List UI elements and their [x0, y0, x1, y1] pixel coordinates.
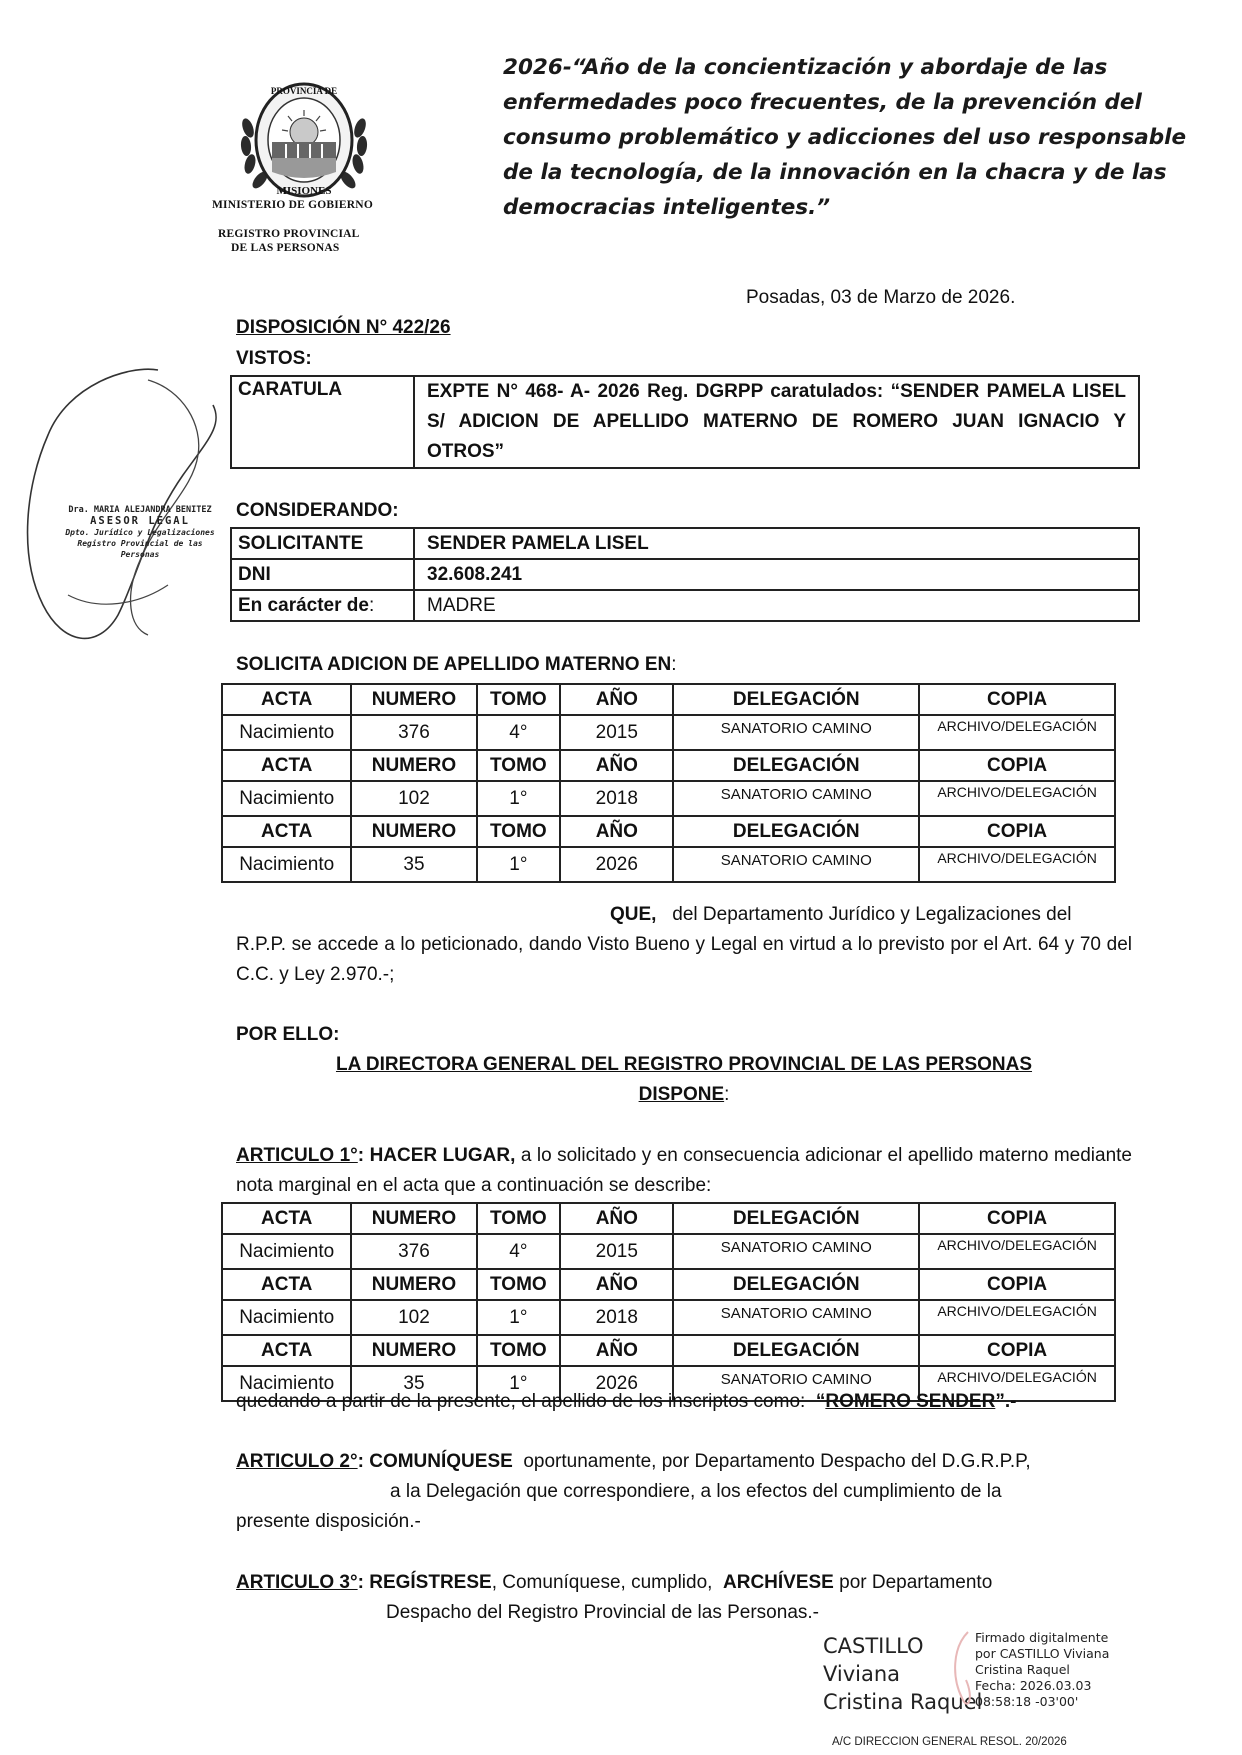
place-date: Posadas, 03 de Marzo de 2026. — [746, 287, 1016, 308]
signature-meta4: Fecha: 2026.03.03 — [975, 1678, 1092, 1693]
stamp-line1: Dra. MARIA ALEJANDRA BENITEZ — [68, 505, 212, 515]
cell-numero: 102 — [351, 781, 476, 816]
caracter-colon: : — [368, 594, 375, 616]
dispone-heading: DISPONE: — [638, 1084, 730, 1105]
que-text-rest: R.P.P. se accede a lo peticionado, dando Visto Bueno y Legal en virtud a lo previsto por el Art. 64 y 70 del C.C. y Ley 2.970.-; — [236, 934, 1132, 985]
solicitante-value: SENDER PAMELA LISEL — [414, 528, 1139, 559]
caracter-label-cell — [231, 590, 414, 621]
solicita-label: SOLICITA ADICION DE APELLIDO MATERNO EN — [236, 654, 672, 675]
articulo-1-action: HACER LUGAR, — [369, 1145, 516, 1166]
articulo-3-action1: REGÍSTRESE — [369, 1572, 492, 1593]
cell-delegacion: SANATORIO CAMINO — [673, 1366, 919, 1401]
articulo-3-tail: por Departamento — [833, 1572, 993, 1593]
caratula-table — [230, 375, 1140, 469]
header-tomo: TOMO — [477, 684, 561, 715]
solicitante-label: SOLICITANTE — [231, 528, 414, 559]
cell-numero: 35 — [351, 1366, 476, 1401]
cell-acta: Nacimiento — [222, 1366, 351, 1401]
cell-acta: Nacimiento — [222, 781, 351, 816]
header-numero: NUMERO — [351, 750, 476, 781]
articulo-1-label: ARTICULO 1° — [236, 1145, 358, 1166]
cell-anio: 2015 — [560, 715, 673, 750]
articulo-1-closing-suffix: ”.- — [995, 1391, 1017, 1412]
header-acta: ACTA — [222, 750, 351, 781]
cell-copia: ARCHIVO/DELEGACIÓN — [919, 781, 1115, 816]
header-copia: COPIA — [919, 1269, 1115, 1300]
considerando-label: CONSIDERANDO: — [236, 500, 399, 521]
acta-request-row — [222, 781, 1115, 816]
header-acta: ACTA — [222, 1269, 351, 1300]
header-anio: AÑO — [560, 750, 673, 781]
header-delegacion: DELEGACIÓN — [673, 1269, 919, 1300]
header-numero: NUMERO — [351, 816, 476, 847]
articulo-3-line2: Despacho del Registro Provincial de las Personas.- — [386, 1602, 819, 1623]
header-numero: NUMERO — [351, 1269, 476, 1300]
resulting-surname: ROMERO SENDER — [825, 1391, 996, 1412]
header-copia: COPIA — [919, 816, 1115, 847]
cell-anio: 2018 — [560, 1300, 673, 1335]
articulo-2-line1: oportunamente, por Departamento Despacho del D.G.R.P.P, — [523, 1451, 1031, 1472]
signature-meta1: Firmado digitalmente — [975, 1630, 1109, 1645]
cell-acta: Nacimiento — [222, 1234, 351, 1269]
cell-tomo: 1° — [477, 781, 561, 816]
year-motto: 2026-“Año de la concientización y abordaje de las enfermedades poco frecuentes, de la prevención del consumo problemático y adicciones del uso responsable de la tecnología, de la innovación en la chacra y de las democracias inteligentes.” — [503, 55, 1187, 220]
header-anio: AÑO — [560, 684, 673, 715]
header-delegacion: DELEGACIÓN — [673, 684, 919, 715]
cell-delegacion: SANATORIO CAMINO — [673, 1300, 919, 1335]
acta-resolved-header-row — [222, 1203, 1115, 1234]
articulo-3-mid: , Comuníquese, cumplido, — [491, 1572, 713, 1593]
cell-numero: 376 — [351, 1234, 476, 1269]
header-anio: AÑO — [560, 1203, 673, 1234]
acta-resolved-row — [222, 1234, 1115, 1269]
acta-request-row — [222, 715, 1115, 750]
stamp-line2: ASESOR LEGAL — [90, 515, 190, 527]
acta-request-header-row — [222, 684, 1115, 715]
header-acta: ACTA — [222, 816, 351, 847]
cell-numero: 102 — [351, 1300, 476, 1335]
que-paragraph — [236, 900, 1132, 990]
header-numero: NUMERO — [351, 1203, 476, 1234]
dni-label: DNI — [231, 559, 414, 590]
signature-footer: A/C DIRECCION GENERAL RESOL. 20/2026 — [832, 1736, 1067, 1748]
acta-request-header-row — [222, 750, 1115, 781]
vistos-label: VISTOS: — [236, 348, 312, 369]
articulo-1-text: a lo solicitado y en consecuencia adicionar el apellido materno mediante nota marginal en el acta que a continuación se describe: — [236, 1145, 1132, 1196]
articulo-2-line3: presente disposición.- — [236, 1511, 421, 1532]
dni-value: 32.608.241 — [414, 559, 1139, 590]
signature-meta5: 08:58:18 -03'00' — [975, 1694, 1079, 1709]
cell-acta: Nacimiento — [222, 847, 351, 882]
que-text-first: del Departamento Jurídico y Legalizaciones del — [672, 904, 1072, 925]
articulo-1-closing: quedando a partir de la presente, el apellido de los inscriptos como: “ROMERO SENDER”.- — [236, 1391, 1017, 1412]
header-delegacion: DELEGACIÓN — [673, 750, 919, 781]
signer-name-line2: Viviana — [823, 1662, 901, 1686]
solicitante-table — [230, 527, 1140, 622]
disposition-title: DISPOSICIÓN N° 422/26 — [236, 317, 451, 338]
articulo-3-label: ARTICULO 3° — [236, 1572, 358, 1593]
cell-tomo: 4° — [477, 715, 561, 750]
registry-name-line2: DE LAS PERSONAS — [231, 242, 340, 254]
articulo-1: ARTICULO 1°: HACER LUGAR, a lo solicitado y en consecuencia adicionar el apellido materno mediante nota marginal en el acta que a continuación se describe: — [236, 1145, 1132, 1196]
cell-delegacion: SANATORIO CAMINO — [673, 1234, 919, 1269]
cell-acta: Nacimiento — [222, 1300, 351, 1335]
cell-anio: 2026 — [560, 1366, 673, 1401]
signature-mark — [948, 1628, 978, 1723]
cell-tomo: 1° — [477, 1300, 561, 1335]
cell-numero: 376 — [351, 715, 476, 750]
header-tomo: TOMO — [477, 816, 561, 847]
header-acta: ACTA — [222, 684, 351, 715]
caracter-value: MADRE — [414, 590, 1139, 621]
header-copia: COPIA — [919, 1203, 1115, 1234]
header-copia: COPIA — [919, 684, 1115, 715]
por-ello: POR ELLO: — [236, 1024, 340, 1045]
signature-meta2: por CASTILLO Viviana — [975, 1646, 1110, 1661]
acta-resolved-row — [222, 1300, 1115, 1335]
signature-details — [975, 1630, 1109, 1710]
legal-advisor-stamp — [60, 505, 220, 560]
header-anio: AÑO — [560, 816, 673, 847]
articulo-2-label: ARTICULO 2° — [236, 1451, 358, 1472]
cell-tomo: 4° — [477, 1234, 561, 1269]
actas-body-request — [222, 684, 1115, 882]
header-anio: AÑO — [560, 1269, 673, 1300]
header-copia: COPIA — [919, 750, 1115, 781]
header-tomo: TOMO — [477, 1269, 561, 1300]
header-anio: AÑO — [560, 1335, 673, 1366]
cell-anio: 2018 — [560, 781, 673, 816]
solicita-heading: SOLICITA ADICION DE APELLIDO MATERNO EN: — [236, 654, 677, 675]
header-delegacion: DELEGACIÓN — [673, 1203, 919, 1234]
acta-request-row — [222, 847, 1115, 882]
seal-bottom-text: MISIONES — [276, 185, 332, 197]
seal-top-text: PROVINCIA DE — [270, 86, 338, 96]
articulo-3: ARTICULO 3°: REGÍSTRESE, Comuníquese, cumplido, ARCHÍVESE por Departamento Despacho del Registro Provincial de las Personas.- — [236, 1568, 1132, 1628]
signer-name-line3: Cristina Raquel — [823, 1690, 983, 1714]
articulo-3-action2: ARCHÍVESE — [723, 1572, 834, 1593]
stamp-line3: Dpto. Jurídico y Legalizaciones — [65, 528, 215, 537]
caratula-label: CARATULA — [231, 376, 414, 468]
cell-numero: 35 — [351, 847, 476, 882]
stamp-line4: Registro Provincial de las Personas — [77, 539, 203, 559]
header-tomo: TOMO — [477, 1335, 561, 1366]
header-numero: NUMERO — [351, 684, 476, 715]
signature-meta3: Cristina Raquel — [975, 1662, 1070, 1677]
cell-delegacion: SANATORIO CAMINO — [673, 715, 919, 750]
header-tomo: TOMO — [477, 750, 561, 781]
actas-table-resolved — [221, 1202, 1116, 1402]
registry-name-line1: REGISTRO PROVINCIAL — [218, 228, 360, 240]
header-tomo: TOMO — [477, 1203, 561, 1234]
cell-delegacion: SANATORIO CAMINO — [673, 781, 919, 816]
provincial-seal — [238, 80, 370, 200]
articulo-2-line2: a la Delegación que correspondiere, a los efectos del cumplimiento de la — [390, 1481, 1002, 1502]
cell-copia: ARCHIVO/DELEGACIÓN — [919, 1234, 1115, 1269]
articulo-1-closing-prefix: quedando a partir de la presente, el apellido de los inscriptos como: — [236, 1391, 806, 1412]
actas-table-request — [221, 683, 1116, 883]
cell-anio: 2015 — [560, 1234, 673, 1269]
cell-delegacion: SANATORIO CAMINO — [673, 847, 919, 882]
header-delegacion: DELEGACIÓN — [673, 816, 919, 847]
header-acta: ACTA — [222, 1335, 351, 1366]
header-numero: NUMERO — [351, 1335, 476, 1366]
cell-acta: Nacimiento — [222, 715, 351, 750]
dispone-label: DISPONE — [638, 1084, 725, 1105]
cell-copia: ARCHIVO/DELEGACIÓN — [919, 847, 1115, 882]
cell-tomo: 1° — [477, 1366, 561, 1401]
caratula-text: EXPTE N° 468- A- 2026 Reg. DGRPP caratulados: “SENDER PAMELA LISEL S/ ADICION DE APELLIDO MATERNO DE ROMERO JUAN IGNACIO Y OTROS” — [414, 376, 1139, 468]
cell-copia: ARCHIVO/DELEGACIÓN — [919, 1300, 1115, 1335]
caracter-label: En carácter de — [238, 594, 369, 616]
cell-tomo: 1° — [477, 847, 561, 882]
directora-heading: LA DIRECTORA GENERAL DEL REGISTRO PROVINCIAL DE LAS PERSONAS — [335, 1054, 1033, 1075]
cell-copia: ARCHIVO/DELEGACIÓN — [919, 1366, 1115, 1401]
header-copia: COPIA — [919, 1335, 1115, 1366]
signer-name-line1: CASTILLO — [823, 1634, 924, 1658]
ministry-name: MINISTERIO DE GOBIERNO — [212, 199, 373, 211]
acta-resolved-header-row — [222, 1269, 1115, 1300]
header-delegacion: DELEGACIÓN — [673, 1335, 919, 1366]
que-label: QUE, — [610, 904, 657, 925]
cell-copia: ARCHIVO/DELEGACIÓN — [919, 715, 1115, 750]
articulo-2-action: COMUNÍQUESE — [369, 1451, 513, 1472]
actas-body-resolved — [222, 1203, 1115, 1401]
acta-request-header-row — [222, 816, 1115, 847]
header-acta: ACTA — [222, 1203, 351, 1234]
articulo-2: ARTICULO 2°: COMUNÍQUESE oportunamente, por Departamento Despacho del D.G.R.P.P, a la Delegación que correspondiere, a los efectos del cumplimiento de la presente disposición.- — [236, 1447, 1132, 1537]
acta-resolved-header-row — [222, 1335, 1115, 1366]
cell-anio: 2026 — [560, 847, 673, 882]
